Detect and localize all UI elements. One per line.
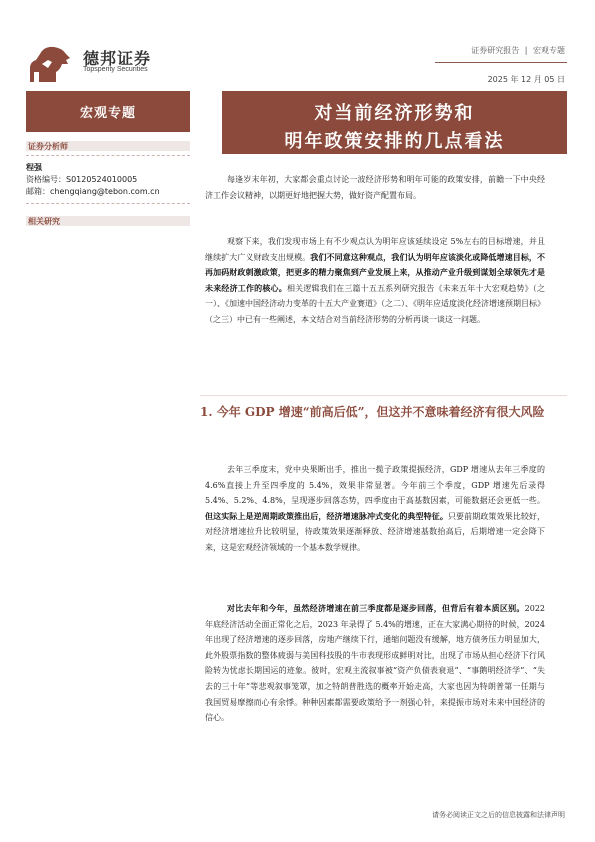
paragraph-gdp-key-point: 但这实际上是逆周期政策推出后，经济增速脉冲式变化的典型特征。 <box>205 510 448 521</box>
paragraph-gdp-rest: 只要前期政策效果比较好，对经济增速拉升比较明显，待政策效果逐渐释放、经济增速基数抬高后，后期增速一定会降下来，这是宏观经济领域的一个基本数学规律。 <box>205 511 546 552</box>
report-date: 2025 年 12 月 05 日 <box>487 75 565 84</box>
license-label: 资格编号： <box>26 175 66 184</box>
section1-rule <box>200 395 567 396</box>
paragraph-compare <box>205 601 545 726</box>
analyst-label: 证券分析师 <box>28 141 68 151</box>
paragraph-view-key-point: 我们不同意这种观点，我们认为明年应该淡化或降低增速目标，不再加码财政刺激政策，把更多的精力聚焦到产业发展上来，从推动产业升级到谋划全球领先才是未来经济工作的核心。 <box>205 251 546 293</box>
report-title-line1: 对当前经济形势和 <box>314 103 475 124</box>
analyst-divider <box>26 155 190 156</box>
license-value: S0120524010005 <box>66 175 138 184</box>
header-divider <box>435 62 567 63</box>
section-tag: 宏观专题 <box>26 91 190 132</box>
paragraph-view-lead: 观察下来，我们发现市场上有不少观点认为明年应该延续设定 5%左右的目标增速，并且继续扩大广义财政支出规模。 <box>205 237 545 262</box>
footer-disclaimer: 请务必阅读正文之后的信息披露和法律声明 <box>432 811 565 819</box>
paragraph-gdp-lead: 去年三季度末，党中央果断出手，推出一揽子政策提振经济，GDP 增速从去年三季度的 4.6%直接上升至四季度的 5.4%，效果非常显著。今年前三个季度，GDP 增速先后录得 5.4%、5.2%、4.8%，呈现逐步回落态势，四季度由于高基数因素，可能数据还会更低一些。 <box>205 465 545 506</box>
paragraph-compare-rest: 2022 年底经济活动全面正常化之后，2023 年录得了 5.4%的增速，正在大家满心期待的时候，2024 年出现了经济增速的逐步回落，房地产继续下行，通缩问题没有缓解，地方债务压力明显加大，此外股票指数的整体疲弱与美国科技股的牛市表现形成鲜明对比，出现了市场从担心经济下行风险转为忧虑长期国运的迹象。彼时，宏观主流叙事被“资产负债表衰退”、“事鹅明经济学”、“失去的三十年”等悲观叙事笼罩，加之特朗普胜选的概率开始走高，大家也因为特朗普第一任期与我国贸易摩擦而心有余悸。种种因素都需要政策给予一剂强心针，来提振市场对未来中国经济的信心。 <box>205 604 545 723</box>
paragraph-intro: 每逢岁末年初，大家都会重点讨论一波经济形势和明年可能的政策安排，前瞻一下中央经济工作会议精神，以期更好地把握大势，做好资产配置布局。 <box>205 175 545 200</box>
paragraph-gdp <box>205 462 545 556</box>
paragraph-compare-key-point: 对比去年和今年，虽然经济增速在前三季度都是逐步回落，但背后有着本质区别。 <box>227 603 525 613</box>
header-separator: | <box>524 46 528 55</box>
sidebar-divider <box>26 203 190 204</box>
report-series: 宏观专题 <box>533 46 565 55</box>
paragraph-view <box>205 234 545 328</box>
analyst-license <box>26 174 137 185</box>
report-title-line2: 明年政策安排的几点看法 <box>284 131 505 152</box>
analyst-name: 程强 <box>26 162 42 172</box>
report-type-header <box>471 45 565 56</box>
section1-heading: 1. 今年 GDP 增速“前高后低”，但这并不意味着经济有很大风险 <box>200 405 545 419</box>
company-name-cn: 德邦证券 <box>83 49 152 68</box>
company-logo-icon <box>26 42 72 84</box>
analyst-email <box>26 186 160 197</box>
company-name-en: Topsperity Securities <box>83 66 148 73</box>
report-type: 证券研究报告 <box>471 46 520 55</box>
paragraph-view-related: 相关逻辑我们在三篇十五五系列研究报告《未来五年十大宏观趋势》（之一）、《加速中国经济动力变革的十五大产业赛道》（之二）、《明年应适度淡化经济增速预期目标》（之三）中已有一些阐述，本文结合对当前经济形势的分析再谈一谈这一问题。 <box>205 283 545 324</box>
email-label: 邮箱： <box>26 187 50 196</box>
email-value[interactable]: chengqiang@tebon.com.cn <box>50 187 160 196</box>
related-research-label: 相关研究 <box>28 216 60 226</box>
